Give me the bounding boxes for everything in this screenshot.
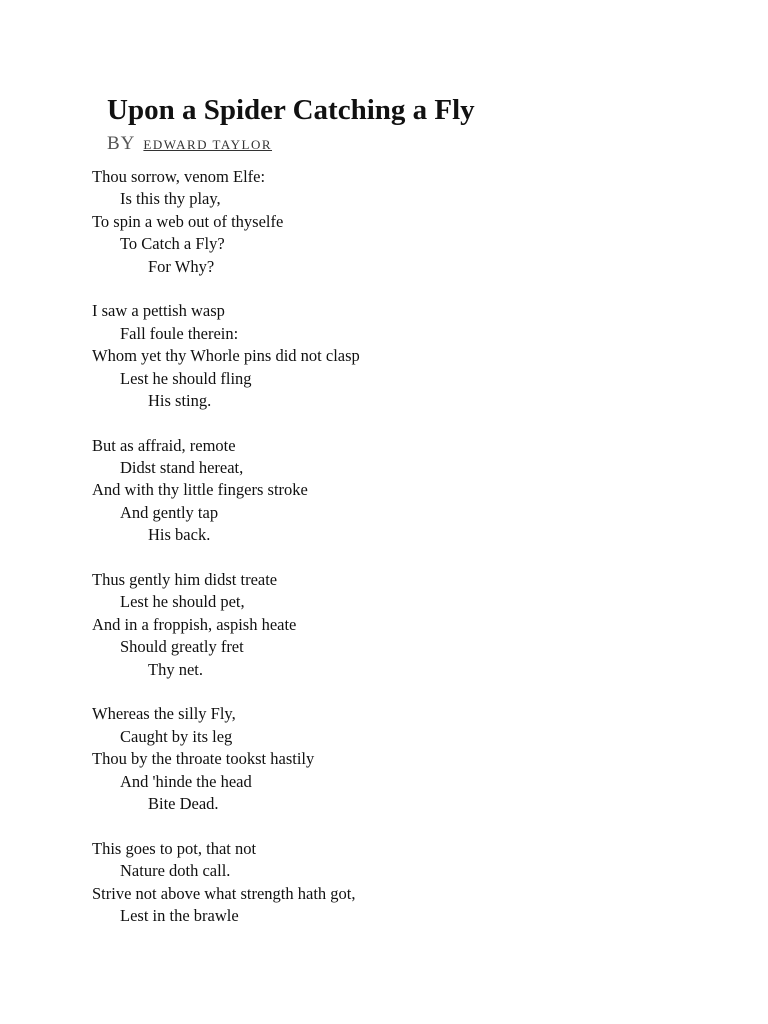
poem-line: Lest in the brawle [120,905,239,925]
poem-line: Caught by its leg [120,726,233,746]
poem-line: Should greatly fret [120,637,244,657]
poem-line: Nature doth call. [120,861,231,881]
stanza [92,166,712,278]
stanza [92,300,712,412]
stanza [92,838,712,928]
stanza [92,435,712,547]
poem-line: Thou sorrow, venom Elfe: [92,167,266,186]
poem-line: But as affraid, remote [92,435,236,455]
poem-line: Thou by the throate tookst hastily [92,749,315,769]
poem-line: To Catch a Fly? [120,234,225,254]
poem-line: This goes to pot, that not [92,838,257,858]
poem-line: Whereas the silly Fly, [92,704,236,724]
poem-line: And 'hinde the head [120,771,252,791]
poem-title: Upon a Spider Catching a Fly [107,94,475,126]
poem-line: And gently tap [120,502,219,522]
stanza [92,703,712,815]
poem-line: For Why? [148,256,215,276]
poem-line: Lest he should pet, [120,592,245,612]
byline-by: BY [107,133,136,154]
poem-line: His back. [148,525,211,545]
poem-line: I saw a pettish wasp [92,301,225,321]
poem-line: Thus gently him didst treate [92,570,278,590]
stanza [92,569,712,681]
byline [107,132,272,157]
author-link[interactable]: EDWARD TAYLOR [143,137,273,152]
poem-line: To spin a web out of thyselfe [92,211,284,231]
poem-line: Didst stand hereat, [120,458,244,478]
poem-body [92,166,712,950]
poem-line: And with thy little fingers stroke [92,480,308,500]
poem-line: Strive not above what strength hath got, [92,883,356,903]
poem-line: Fall foule therein: [120,323,239,343]
poem-line: Is this thy play, [120,189,221,209]
poem-line: Whom yet thy Whorle pins did not clasp [92,346,360,366]
poem-line: Bite Dead. [148,793,219,813]
poem-line: And in a froppish, aspish heate [92,614,297,634]
poem-line: Lest he should fling [120,368,252,388]
poem-line: His sting. [148,390,212,410]
poem-line: Thy net. [148,659,203,679]
